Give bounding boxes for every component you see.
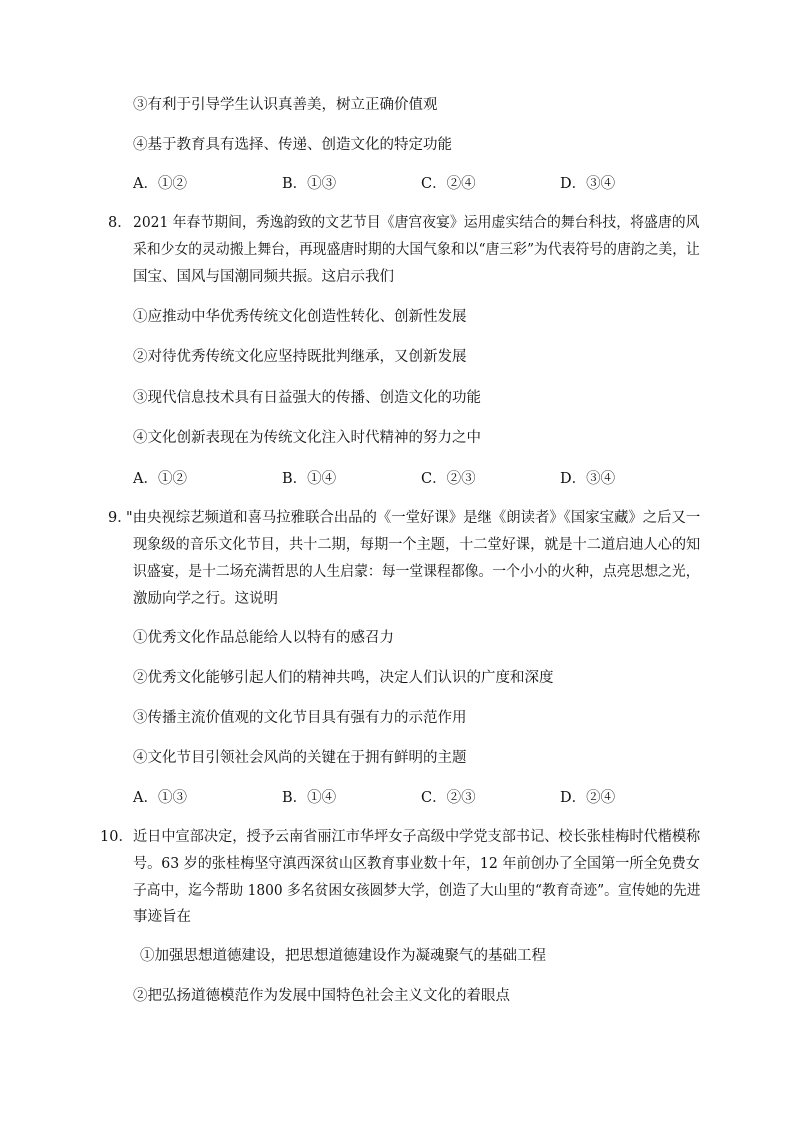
q10-item-2: ②把弘扬道德模范作为发展中国特色社会主义文化的着眼点: [133, 988, 510, 1004]
q8-item-2: ②对待优秀传统文化应坚持既批判继承，又创新发展: [133, 349, 467, 365]
q8-option-c: C．②③: [421, 471, 476, 487]
q8-item-1: ①应推动中华优秀传统文化创造性转化、创新性发展: [133, 309, 467, 325]
q10-stem-line-2: 号。63 岁的张桂梅坚守滇西深贫山区教育事业数十年，12 年前创办了全国第一所全免费女: [133, 856, 700, 872]
q7-item-4: ④基于教育具有选择、传递、创造文化的特定功能: [133, 137, 452, 153]
q7-option-d: D．③④: [560, 176, 616, 192]
q10-number: 10．: [100, 829, 133, 845]
q8-number: 8．: [108, 215, 132, 231]
q9-stem-line-3: 识盛宴，是十二场充满哲思的人生启蒙：每一堂课程都像。一个小小的火种，点亮思想之光，: [133, 564, 700, 580]
q9-option-b: B．①④: [282, 790, 337, 806]
q8-stem-line-1: 2021 年春节期间，秀逸韵致的文艺节目《唐宫夜宴》运用虚实结合的舞台科技，将盛唐的风: [133, 215, 700, 231]
q7-option-c: C．②④: [421, 176, 476, 192]
q9-item-2: ②优秀文化能够引起人们的精神共鸣，决定人们认识的广度和深度: [133, 670, 554, 686]
q9-stem-line-1: "由央视综艺频道和喜马拉雅联合出品的《一堂好课》是继《朗读者》《国家宝藏》之后又一: [126, 510, 701, 526]
q8-stem-line-2: 采和少女的灵动搬上舞台，再现盛唐时期的大国气象和以“唐三彩”为代表符号的唐韵之美，让: [133, 242, 700, 258]
q10-stem-line-3: 子高中，迄今帮助 1800 多名贫困女孩圆梦大学，创造了大山里的“教育奇迹”。宣传她的先进: [133, 883, 701, 899]
q7-item-3: ③有利于引导学生认识真善美，树立正确价值观: [133, 97, 438, 113]
q9-item-3: ③传播主流价值观的文化节目具有强有力的示范作用: [133, 710, 467, 726]
q9-option-c: C．②③: [421, 790, 476, 806]
q9-item-4: ④文化节目引领社会风尚的关键在于拥有鲜明的主题: [133, 750, 467, 766]
q10-stem-line-1: 近日中宣部决定，授予云南省丽江市华坪女子高级中学党支部书记、校长张桂梅时代楷模称: [133, 829, 701, 845]
q8-option-b: B．①④: [282, 471, 337, 487]
q8-option-d: D．③④: [560, 471, 616, 487]
q9-stem-line-4: 激励向学之行。这说明: [133, 591, 278, 607]
q8-stem-line-3: 国宝、国风与国潮同频共振。这启示我们: [133, 269, 394, 285]
q10-item-1: ①加强思想道德建设，把思想道德建设作为凝魂聚气的基础工程: [140, 948, 546, 964]
q8-item-4: ④文化创新表现在为传统文化注入时代精神的努力之中: [133, 430, 481, 446]
q7-option-a: A．①②: [133, 176, 187, 192]
q9-stem-line-2: 现象级的音乐文化节目，共十二期，每期一个主题，十二堂好课，就是十二道启迪人心的知: [133, 537, 701, 553]
q9-option-d: D．②④: [560, 790, 616, 806]
q8-item-3: ③现代信息技术具有日益强大的传播、创造文化的功能: [133, 390, 481, 406]
q10-stem-line-4: 事迹旨在: [133, 909, 191, 925]
q9-option-a: A．①③: [133, 790, 187, 806]
q9-number: 9．: [108, 510, 132, 526]
q9-item-1: ①优秀文化作品总能给人以特有的感召力: [133, 630, 394, 646]
q8-option-a: A．①②: [133, 471, 187, 487]
q7-option-b: B．①③: [282, 176, 337, 192]
